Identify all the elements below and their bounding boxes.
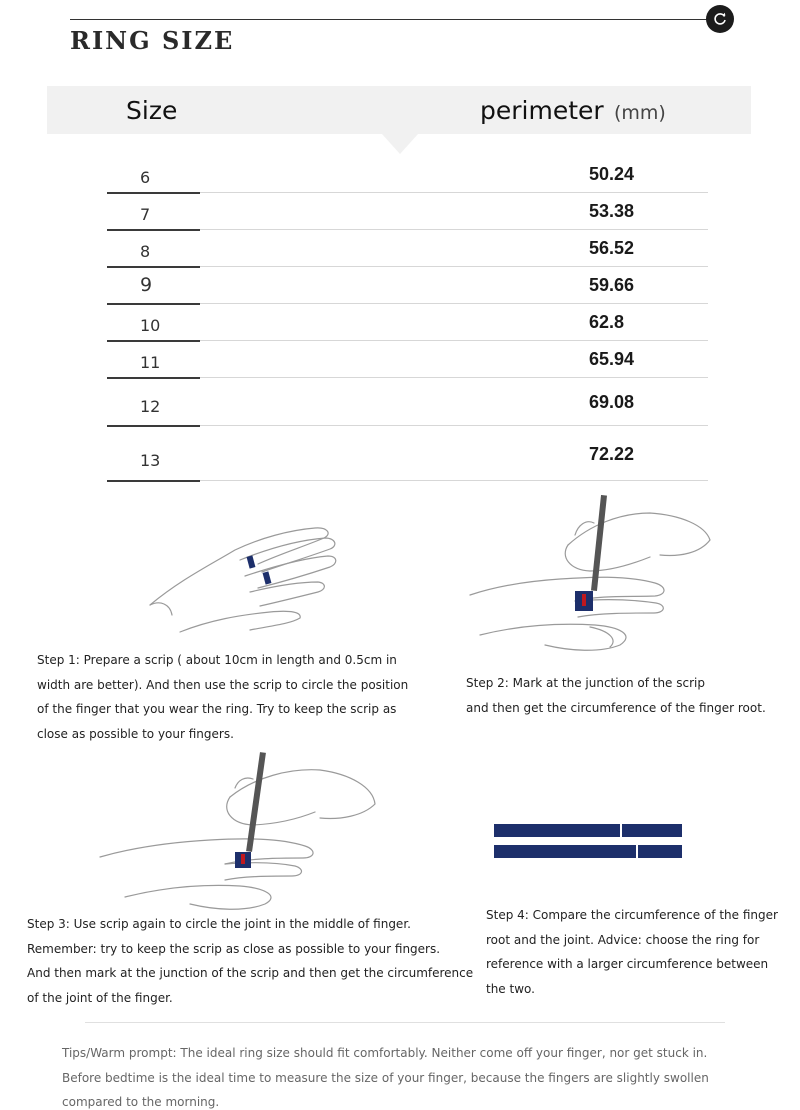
step1-line: close as possible to your fingers. bbox=[37, 726, 234, 741]
tips-text bbox=[62, 1041, 782, 1110]
step3-hand-pen-illustration bbox=[95, 752, 380, 914]
step4-line: root and the joint. Advice: choose the ring for bbox=[486, 932, 760, 947]
perimeter-value: 72.22 bbox=[589, 444, 635, 464]
perimeter-value: 65.94 bbox=[589, 349, 635, 369]
table-row bbox=[107, 160, 708, 193]
row-divider bbox=[200, 480, 708, 481]
page-title: RING SIZE bbox=[70, 26, 235, 55]
column-header-unit: (mm) bbox=[614, 102, 666, 124]
step1-line: of the finger that you wear the ring. Try to keep the scrip as bbox=[37, 702, 397, 716]
size-value: 11 bbox=[140, 353, 161, 372]
size-value: 9 bbox=[140, 274, 153, 296]
table-row bbox=[107, 230, 708, 267]
step4-line: Step 4: Compare the circumference of the finger bbox=[486, 908, 778, 922]
refresh-icon[interactable] bbox=[706, 5, 734, 33]
step2-hand-pen-illustration bbox=[460, 495, 720, 660]
table-row bbox=[107, 426, 708, 481]
size-value: 10 bbox=[140, 316, 161, 335]
tips-line: Before bedtime is the ideal time to measure the size of your finger, because the fingers are slightly swollen bbox=[62, 1070, 709, 1085]
step4-strips-illustration bbox=[494, 823, 684, 861]
row-divider-accent bbox=[107, 480, 200, 482]
table-row bbox=[107, 193, 708, 230]
step3-line: Step 3: Use scrip again to circle the joint in the middle of finger. bbox=[27, 917, 411, 931]
table-row bbox=[107, 304, 708, 341]
step3-line: of the joint of the finger. bbox=[27, 990, 173, 1005]
step1-hand-illustration bbox=[140, 520, 350, 640]
table-row bbox=[107, 341, 708, 378]
bottom-divider bbox=[85, 1022, 725, 1023]
step3-text bbox=[27, 912, 477, 1010]
step3-line: And then mark at the junction of the scrip and then get the circumference bbox=[27, 966, 474, 980]
step4-line: the two. bbox=[486, 981, 535, 996]
column-header-size: Size bbox=[126, 96, 178, 125]
perimeter-value: 50.24 bbox=[589, 164, 635, 184]
step1-text bbox=[37, 648, 417, 746]
top-divider bbox=[70, 19, 720, 20]
header-pointer bbox=[382, 134, 418, 154]
table-row bbox=[107, 378, 708, 426]
step4-text bbox=[486, 903, 786, 1001]
size-value: 6 bbox=[140, 168, 151, 187]
size-value: 7 bbox=[140, 205, 151, 224]
tips-line: Tips/Warm prompt: The ideal ring size should fit comfortably. Neither come off your finger, nor get stuck in. bbox=[62, 1046, 708, 1060]
column-header-perimeter: perimeter bbox=[480, 96, 604, 125]
size-value: 12 bbox=[140, 397, 161, 416]
perimeter-value: 62.8 bbox=[589, 312, 625, 332]
step3-line: Remember: try to keep the scrip as close as possible to your fingers. bbox=[27, 941, 441, 956]
step2-line: and then get the circumference of the finger root. bbox=[466, 700, 766, 715]
step2-text bbox=[466, 671, 786, 720]
step4-line: reference with a larger circumference between bbox=[486, 957, 769, 971]
table-row bbox=[107, 267, 708, 304]
size-value: 13 bbox=[140, 451, 161, 470]
step1-line: Step 1: Prepare a scrip ( about 10cm in length and 0.5cm in bbox=[37, 653, 397, 667]
step1-line: width are better). And then use the scrip to circle the position bbox=[37, 677, 409, 692]
perimeter-value: 69.08 bbox=[589, 392, 635, 412]
size-value: 8 bbox=[140, 242, 151, 261]
perimeter-value: 53.38 bbox=[589, 201, 635, 221]
perimeter-value: 59.66 bbox=[589, 275, 635, 295]
perimeter-value: 56.52 bbox=[589, 238, 635, 258]
tips-line: compared to the morning. bbox=[62, 1095, 220, 1109]
step2-line: Step 2: Mark at the junction of the scrip bbox=[466, 676, 705, 690]
